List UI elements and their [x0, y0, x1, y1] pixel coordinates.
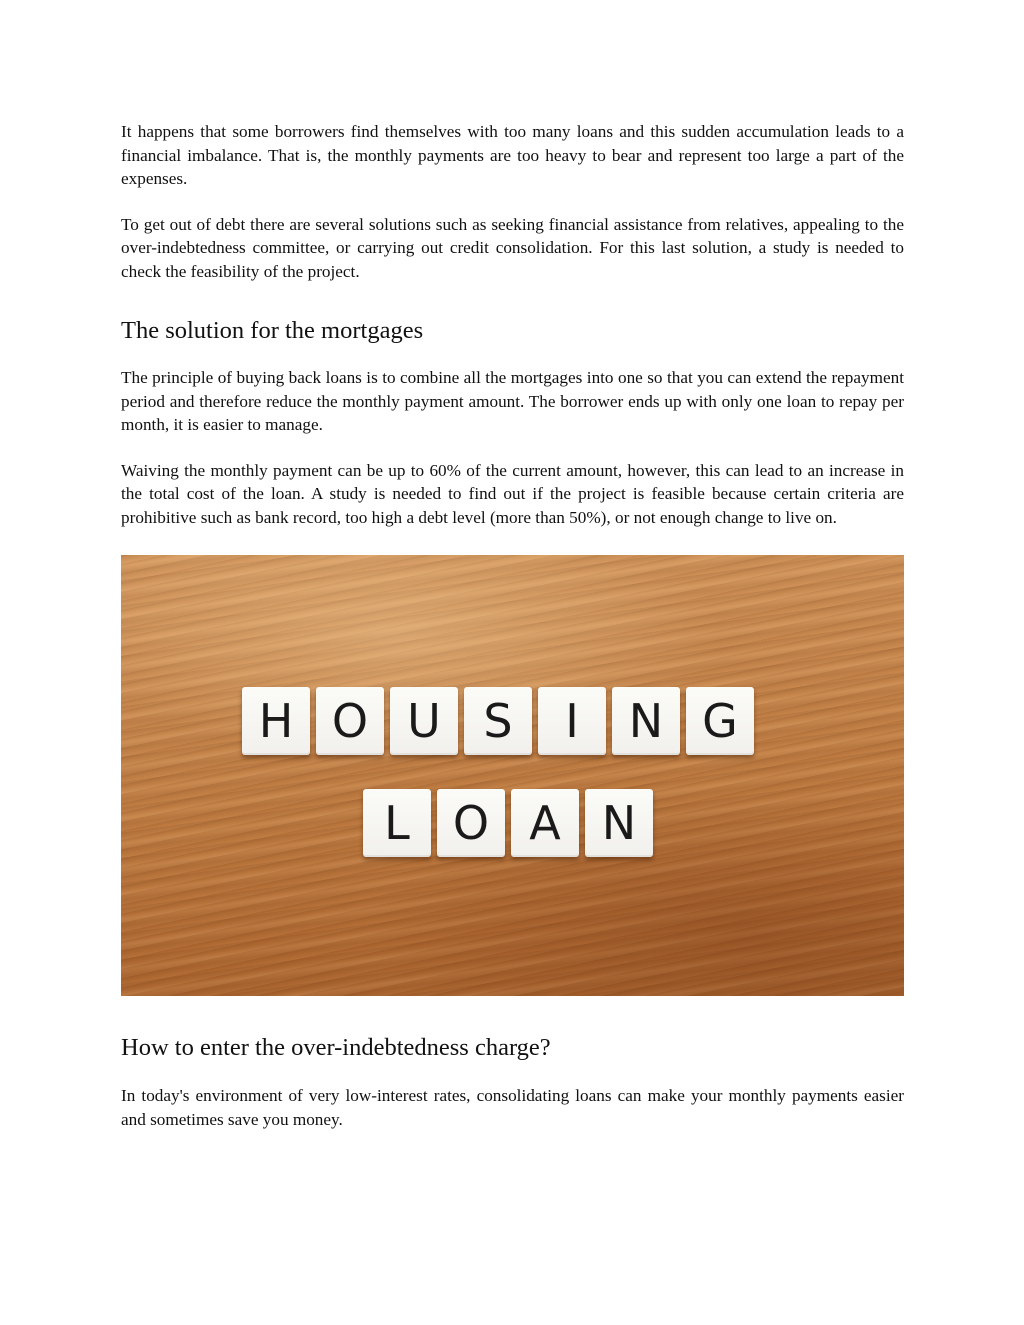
letter-tile: N: [612, 687, 680, 755]
letter-tile: S: [464, 687, 532, 755]
letter-tile: N: [585, 789, 653, 857]
tile-row-housing: [242, 687, 760, 755]
heading-mortgage-solution: The solution for the mortgages: [121, 317, 424, 344]
paragraph-monthly-payment: Waiving the monthly payment can be up to 60% of the current amount, however, this can lead to an increase in the total cost of the loan. A study is needed to find out if the project is feasible because certain criteria are prohibitive such as bank record, too high a debt level (more than 50%), or not enough change to live on.: [121, 460, 904, 527]
paragraph-buying-back-loans: The principle of buying back loans is to combine all the mortgages into one so that you can extend the repayment period and therefore reduce the monthly payment amount. The borrower ends up with only one loan to repay per month, it is easier to manage.: [121, 368, 904, 434]
letter-tile: G: [686, 687, 754, 755]
letter-tile: O: [437, 789, 505, 857]
housing-loan-photo: [121, 555, 904, 996]
paragraph-debt-solutions: To get out of debt there are several solutions such as seeking financial assistance from relatives, appealing to the over-indebtedness committee, or carrying out credit consolidation. For this last solution, a study is needed to check the feasibility of the project.: [121, 214, 904, 281]
heading-over-indebtedness: How to enter the over-indebtedness charge?: [121, 1034, 551, 1061]
paragraph-low-interest: In today's environment of very low-interest rates, consolidating loans can make your monthly payments easier and sometimes save you money.: [121, 1086, 904, 1129]
letter-tile: I: [538, 687, 606, 755]
letter-tile: H: [242, 687, 310, 755]
letter-tile: U: [390, 687, 458, 755]
letter-tile: A: [511, 789, 579, 857]
paragraph-intro: It happens that some borrowers find themselves with too many loans and this sudden accumulation leads to a financial imbalance. That is, the monthly payments are too heavy to bear and represent too large a part of the expenses.: [121, 122, 904, 188]
letter-tile: L: [363, 789, 431, 857]
tile-row-loan: [363, 789, 659, 857]
letter-tile: O: [316, 687, 384, 755]
document-page: [121, 120, 904, 1131]
